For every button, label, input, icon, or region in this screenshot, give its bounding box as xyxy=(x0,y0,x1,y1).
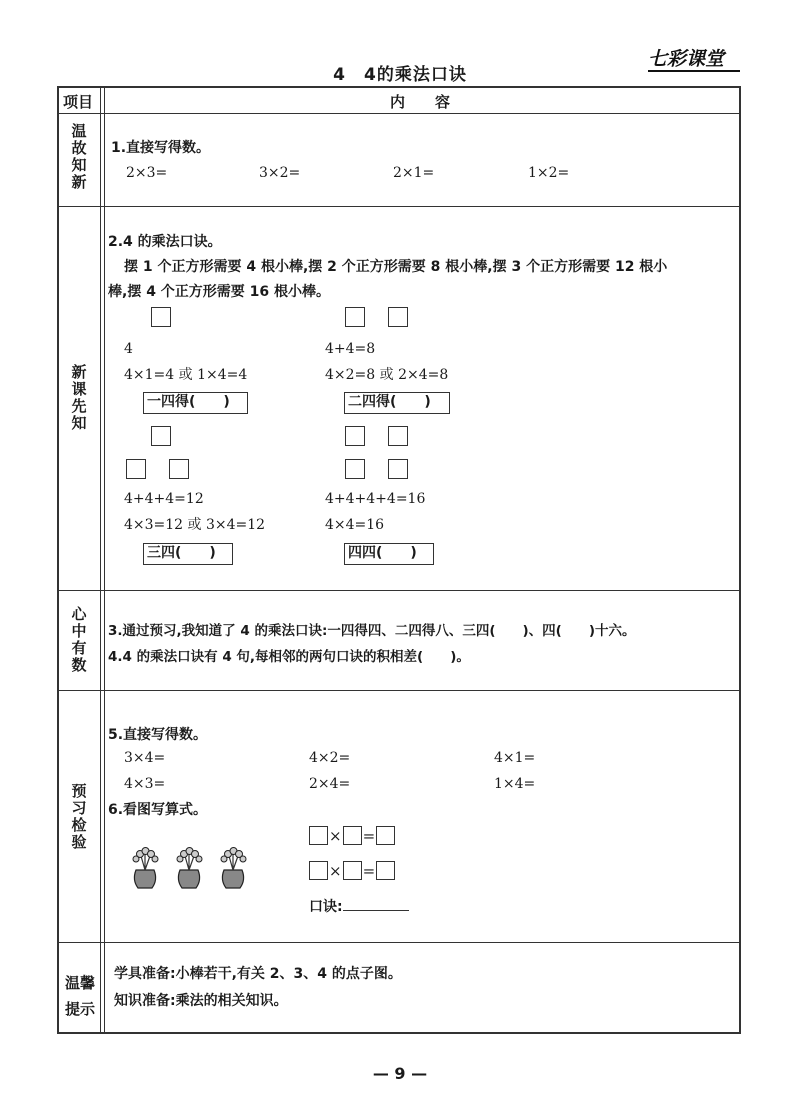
row-divider xyxy=(57,942,741,943)
rhyme-blank[interactable] xyxy=(343,896,409,911)
q5-item: 3×4= xyxy=(124,750,166,766)
group3-sum: 4+4+4=12 xyxy=(124,491,204,507)
q1-item: 1×2= xyxy=(528,165,570,181)
header-item: 项目 xyxy=(63,93,94,111)
row-divider xyxy=(57,206,741,207)
q1-item: 3×2= xyxy=(259,165,301,181)
row-label-tips: 温馨 提示 xyxy=(64,974,95,1018)
page-number: — 9 — xyxy=(372,1064,428,1083)
square-figure xyxy=(388,459,408,479)
square-figure xyxy=(126,459,146,479)
group1-product: 4×1=4 或 1×4=4 xyxy=(124,367,248,383)
flower-vase-icon xyxy=(221,848,246,889)
tip-tools: 学具准备:小棒若干,有关 2、3、4 的点子图。 xyxy=(114,966,402,982)
times-sign: × xyxy=(329,826,342,845)
square-figure xyxy=(169,459,189,479)
flower-vase-icon xyxy=(177,848,202,889)
q2-title: 2.4 的乘法口诀。 xyxy=(108,234,222,250)
answer-box[interactable] xyxy=(376,826,395,845)
group1-rhyme: 一四得( ) xyxy=(143,392,248,414)
logo-underline xyxy=(648,70,740,72)
square-figure xyxy=(151,426,171,446)
flower-vase-icon xyxy=(133,848,158,889)
answer-box[interactable] xyxy=(309,826,328,845)
q6-title: 6.看图写算式。 xyxy=(108,802,208,818)
answer-box[interactable] xyxy=(343,826,362,845)
row-label-practice: 预 习 检 验 xyxy=(71,782,87,851)
equals-sign: = xyxy=(362,826,376,845)
group2-sum: 4+4=8 xyxy=(325,341,376,357)
q5-item: 2×4= xyxy=(309,776,351,792)
q5-item: 4×2= xyxy=(309,750,351,766)
row-label-understanding: 心 中 有 数 xyxy=(71,605,87,674)
row-divider xyxy=(57,690,741,691)
row-divider xyxy=(57,590,741,591)
group3-product: 4×3=12 或 3×4=12 xyxy=(124,517,266,533)
answer-box[interactable] xyxy=(309,861,328,880)
group2-product: 4×2=8 或 2×4=8 xyxy=(325,367,449,383)
rhyme-answer-line xyxy=(309,896,409,916)
q5-title: 5.直接写得数。 xyxy=(108,727,208,743)
tip-knowledge: 知识准备:乘法的相关知识。 xyxy=(114,993,288,1009)
group3-rhyme: 三四( ) xyxy=(143,543,233,565)
answer-box[interactable] xyxy=(376,861,395,880)
group4-product: 4×4=16 xyxy=(325,517,385,533)
answer-box[interactable] xyxy=(343,861,362,880)
square-figure xyxy=(345,307,365,327)
q1-item: 2×1= xyxy=(393,165,435,181)
times-sign: × xyxy=(329,861,342,880)
q1-title: 1.直接写得数。 xyxy=(111,140,211,156)
equation-blank-1 xyxy=(309,826,395,845)
row-label-review: 温 故 知 新 xyxy=(71,122,87,191)
header-content: 内 容 xyxy=(389,93,450,111)
q4-text: 4.4 的乘法口诀有 4 句,每相邻的两句口诀的积相差( )。 xyxy=(108,649,470,665)
square-figure xyxy=(151,307,171,327)
group2-rhyme: 二四得( ) xyxy=(344,392,450,414)
q5-item: 4×3= xyxy=(124,776,166,792)
group4-sum: 4+4+4+4=16 xyxy=(325,491,426,507)
header-divider xyxy=(57,113,741,114)
column-divider-inner xyxy=(104,86,105,1034)
q3-text: 3.通过预习,我知道了 4 的乘法口诀:一四得四、二四得八、三四( )、四( )十六。 xyxy=(108,623,636,639)
square-figure xyxy=(388,307,408,327)
rhyme-label: 口诀: xyxy=(309,899,343,915)
q5-item: 1×4= xyxy=(494,776,536,792)
column-divider xyxy=(100,86,101,1034)
square-figure xyxy=(345,459,365,479)
page-title: 4 4的乘法口诀 xyxy=(333,65,467,85)
square-figure xyxy=(345,426,365,446)
q5-item: 4×1= xyxy=(494,750,536,766)
row-label-new-lesson: 新 课 先 知 xyxy=(71,363,87,432)
equals-sign: = xyxy=(362,861,376,880)
group4-rhyme: 四四( ) xyxy=(344,543,434,565)
square-figure xyxy=(388,426,408,446)
brand-logo: 七彩课堂 xyxy=(648,48,725,70)
q1-item: 2×3= xyxy=(126,165,168,181)
q2-text-line2: 棒,摆 4 个正方形需要 16 根小棒。 xyxy=(108,284,331,300)
group1-sum: 4 xyxy=(124,341,133,357)
flower-vases-illustration xyxy=(126,844,256,892)
equation-blank-2 xyxy=(309,861,395,880)
q2-text-line1: 摆 1 个正方形需要 4 根小棒,摆 2 个正方形需要 8 根小棒,摆 3 个正方形需要 12 根小 xyxy=(124,259,668,275)
